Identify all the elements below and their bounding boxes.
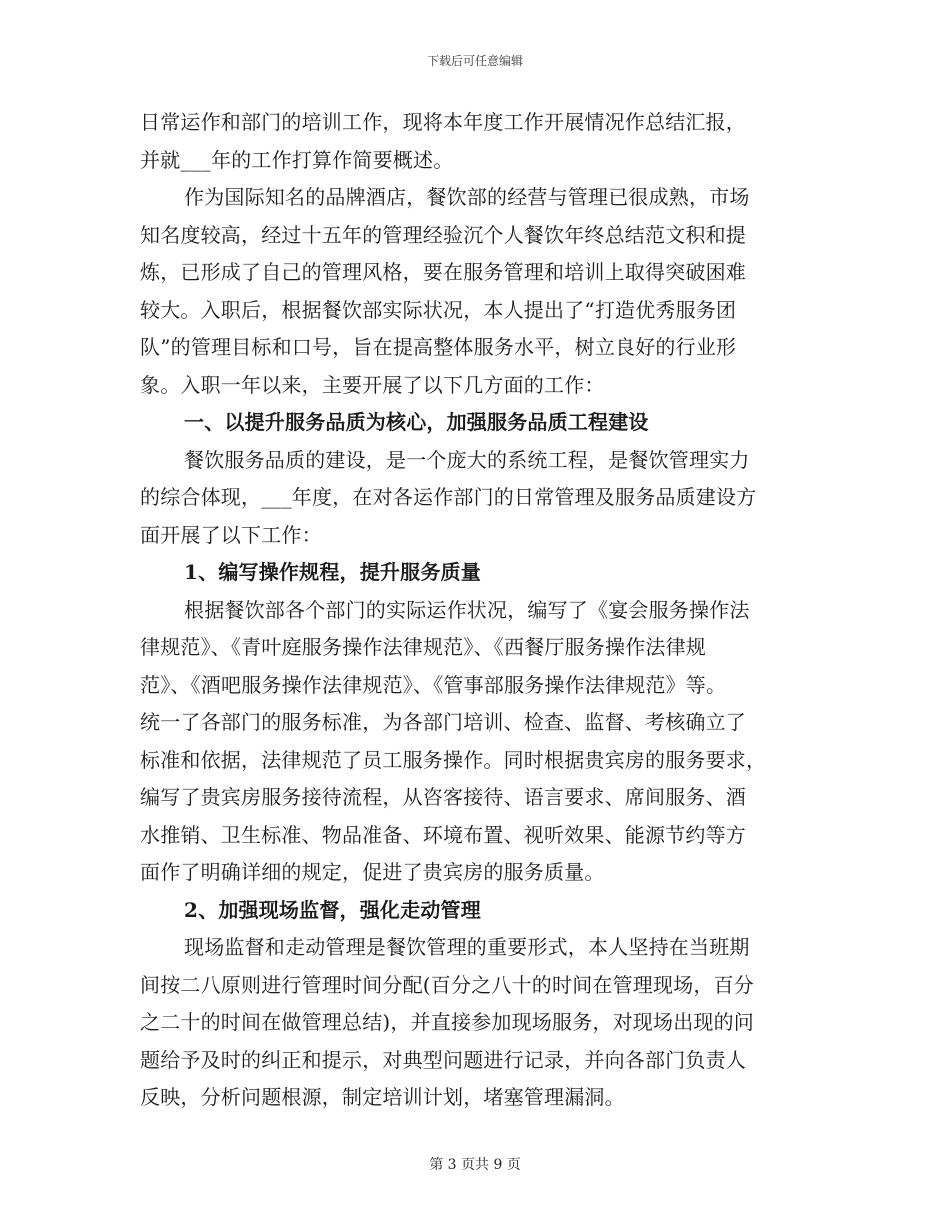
paragraph-line: 根据餐饮部各个部门的实际运作状况，编写了《宴会服务操作法 — [184, 597, 750, 622]
paragraph-line: 并就___年的工作打算作简要概述。 — [140, 147, 454, 172]
paragraph-line: 作为国际知名的品牌酒店，餐饮部的经营与管理已很成熟，市场 — [184, 185, 750, 209]
paragraph-line: 间按二八原则进行管理时间分配(百分之八十的时间在管理现场，百分 — [140, 972, 755, 997]
paragraph-line: 象。入职一年以来，主要开展了以下几方面的工作： — [140, 372, 605, 397]
paragraph-line: 律规范》、《青叶庭服务操作法律规范》、《西餐厅服务操作法律规 — [140, 635, 706, 659]
page-number: 第 3 页共 9 页 — [429, 1157, 521, 1173]
page-header: 下载后可任意编辑 — [426, 54, 523, 68]
subsection-heading: 1、编写操作规程，提升服务质量 — [184, 560, 481, 584]
paragraph-line: 的综合体现，___年度，在对各运作部门的日常管理及服务品质建设方 — [140, 485, 757, 509]
paragraph-line: 编写了贵宾房服务接待流程，从咨客接待、语言要求、席间服务、酒 — [140, 785, 746, 809]
paragraph-line: 标准和依据，法律规范了员工服务操作。同时根据贵宾房的服务要求， — [140, 747, 767, 772]
section-heading: 一、以提升服务品质为核心，加强服务品质工程建设 — [184, 410, 649, 434]
paragraph-line: 队”的管理目标和口号，旨在提高整体服务水平，树立良好的行业形 — [140, 335, 737, 359]
paragraph-line: 知名度较高，经过十五年的管理经验沉个人餐饮年终总结范文积和提 — [140, 222, 746, 247]
paragraph-line: 面开展了以下工作： — [140, 522, 322, 547]
document-body — [140, 104, 810, 1117]
subsection-heading: 2、加强现场监督，强化走动管理 — [184, 897, 481, 922]
paragraph-line: 题给予及时的纠正和提示，对典型问题进行记录，并向各部门负责人 — [140, 1047, 746, 1072]
paragraph-line: 较大。入职后，根据餐饮部实际状况，本人提出了“打造优秀服务团 — [140, 297, 737, 322]
paragraph-line: 炼，已形成了自己的管理风格，要在服务管理和培训上取得突破困难 — [140, 260, 746, 284]
paragraph-line: 面作了明确详细的规定，促进了贵宾房的服务质量。 — [140, 860, 605, 884]
paragraph-line: 统一了各部门的服务标准，为各部门培训、检查、监督、考核确立了 — [140, 710, 746, 734]
paragraph-line: 反映，分析问题根源，制定培训计划，堵塞管理漏洞。 — [140, 1085, 625, 1109]
paragraph-line: 现场监督和走动管理是餐饮管理的重要形式，本人坚持在当班期 — [184, 935, 750, 959]
paragraph-line: 餐饮服务品质的建设，是一个庞大的系统工程，是餐饮管理实力 — [184, 447, 750, 472]
paragraph-line: 日常运作和部门的培训工作，现将本年度工作开展情况作总结汇报， — [140, 110, 746, 134]
paragraph-line: 水推销、卫生标准、物品准备、环境布置、视听效果、能源节约等方 — [140, 822, 746, 847]
paragraph-line: 范》、《酒吧服务操作法律规范》、《管事部服务操作法律规范》等。 — [140, 672, 727, 697]
paragraph-line: 之二十的时间在做管理总结)，并直接参加现场服务，对现场出现的问 — [140, 1010, 755, 1034]
